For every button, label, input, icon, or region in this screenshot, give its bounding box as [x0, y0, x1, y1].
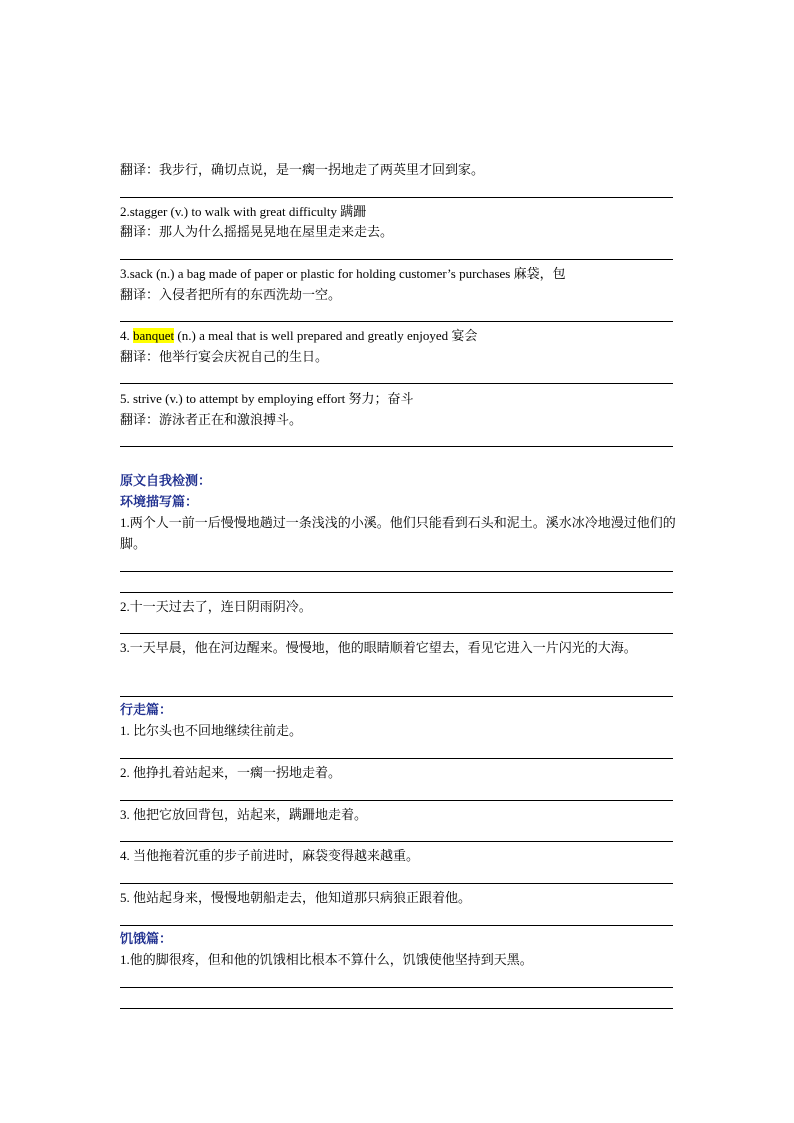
vocab-item-2-translation: 翻译：那人为什么摇摇晃晃地在屋里走来走去。	[120, 224, 394, 239]
env-item-3: 3.一天早晨，他在河边醒来。慢慢地，他的眼睛顺着它望去，看见它进入一片闪光的大海。	[120, 640, 637, 655]
answer-line	[120, 259, 673, 260]
hunger-item-1: 1.他的脚很疼，但和他的饥饿相比根本不算什么，饥饿使他坚持到天黑。	[120, 952, 533, 967]
env-heading: 环境描写篇：	[120, 494, 199, 509]
answer-line	[120, 197, 673, 198]
answer-line	[120, 446, 673, 447]
vocab-item-3-definition: 3.sack (n.) a bag made of paper or plastic for holding customer’s purchases 麻袋，包	[120, 266, 566, 281]
answer-line	[120, 383, 673, 384]
walk-item-5: 5. 他站起身来，慢慢地朝船走去，他知道那只病狼正跟着他。	[120, 890, 472, 905]
vocab-item-4-definition	[120, 325, 676, 346]
walk-item-4: 4. 当他拖着沉重的步子前进时，麻袋变得越来越重。	[120, 848, 420, 863]
vocab-item-5-translation: 翻译：游泳者正在和激浪搏斗。	[120, 412, 303, 427]
highlighted-word: banquet	[133, 328, 175, 343]
vocab-item-4-meaning: (n.) a meal that is well prepared and greatly enjoyed 宴会	[174, 328, 478, 343]
answer-line	[120, 321, 673, 322]
answer-line	[120, 841, 673, 842]
answer-line	[120, 592, 673, 593]
vocab-item-4-number: 4.	[120, 328, 133, 343]
answer-line	[120, 571, 673, 572]
answer-line	[120, 696, 673, 697]
answer-line	[120, 758, 673, 759]
answer-line	[120, 925, 673, 926]
hunger-heading: 饥饿篇：	[120, 931, 173, 946]
vocab-item-5-definition: 5. strive (v.) to attempt by employing effort 努力；奋斗	[120, 391, 414, 406]
vocab-item-1-translation: 翻译：我步行，确切点说，是一瘸一拐地走了两英里才回到家。	[120, 162, 485, 177]
answer-line	[120, 987, 673, 988]
answer-line	[120, 800, 673, 801]
answer-line	[120, 883, 673, 884]
env-item-1: 1.两个人一前一后慢慢地趟过一条浅浅的小溪。他们只能看到石头和泥土。溪水冰冷地漫过他们的脚。	[120, 515, 676, 551]
selfcheck-title: 原文自我检测：	[120, 473, 212, 488]
vocab-item-3-translation: 翻译：入侵者把所有的东西洗劫一空。	[120, 287, 342, 302]
walk-item-3: 3. 他把它放回背包，站起来，蹒跚地走着。	[120, 807, 368, 822]
vocab-item-2-definition: 2.stagger (v.) to walk with great difficulty 蹒跚	[120, 204, 367, 219]
answer-line	[120, 1008, 673, 1009]
answer-line	[120, 633, 673, 634]
vocab-item-4-translation: 翻译：他举行宴会庆祝自己的生日。	[120, 349, 329, 364]
walk-heading: 行走篇：	[120, 702, 173, 717]
env-item-2: 2.十一天过去了，连日阴雨阴冷。	[120, 599, 312, 614]
walk-item-1: 1. 比尔头也不回地继续往前走。	[120, 723, 303, 738]
walk-item-2: 2. 他挣扎着站起来，一瘸一拐地走着。	[120, 765, 342, 780]
